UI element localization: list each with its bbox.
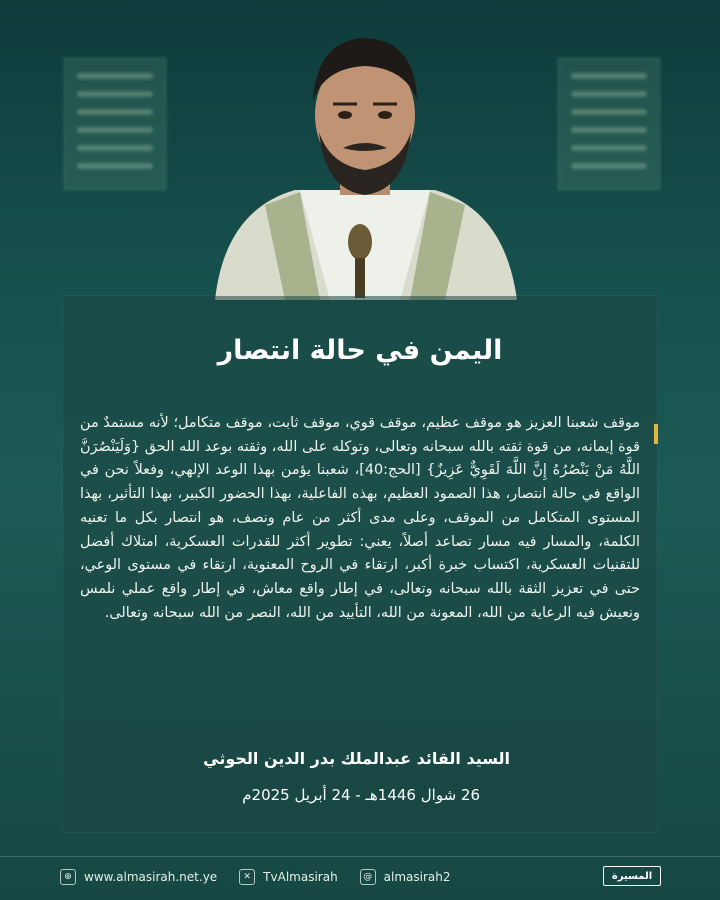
almasirah-logo: المسيرة: [603, 866, 661, 886]
speaker-portrait: [205, 20, 525, 300]
x-icon: ✕: [239, 869, 255, 885]
quote-body: موقف شعبنا العزيز هو موقف عظيم، موقف قوي، موقف ثابت، موقف متكامل؛ لأنه مستمدٌ من قوة إيمانه، من قوة ثقته بالله سبحانه وتعالى، وتوكله على الله، وثقته بوعد الله الحق {وَلَيَنْصُرَنَّ اللَّهُ مَنْ يَنْصُرُهُ إِنَّ اللَّهَ لَقَوِيٌّ عَزِيزٌ} [الحج:40]، شعبنا يؤمن بهذا الوعد الإلهي، وفعلاً نحن في الواقع في حالة انتصار، هذا الصمود العظيم، بهذه الفاعلية، بهذا الحضور الكبير، بهذا التأثير، بهذا المستوى المتكامل من الموقف، وعلى مدى أكثر من عام ونصف، هو انتصار بكل ما تعنيه الكلمة، والمسار فيه مسار تصاعد أصلاً، يعني: تطوير أكثر للقدرات العسكرية، امتلاك أفضل للتقنيات العسكرية، اكتساب خبرة أكبر، ارتقاء في الروح المعنوية، ارتقاء في مستوى الوعي، حتى في تعزيز الثقة بالله سبحانه وتعالى، في إطار واقع معاش، في إطار واقع عملي نلمس ونعيش فيه الرعاية من الله، المعونة من الله، التأييد من الله، النصر من الله سبحانه وتعالى.: [80, 415, 640, 621]
page-title: اليمن في حالة انتصار: [217, 335, 503, 366]
footer-divider: [0, 856, 720, 857]
background-banner-left: [64, 58, 166, 190]
publish-date: 26 شوال 1446هـ - 24 أبريل 2025م: [242, 786, 480, 804]
website-text: www.almasirah.net.ye: [84, 870, 218, 884]
x-handle-text: TvAlmasirah: [263, 870, 338, 884]
website-link[interactable]: [60, 869, 217, 885]
x-link[interactable]: [239, 869, 338, 885]
globe-icon: ⊕: [60, 869, 76, 885]
author-name: السيد القائد عبدالملك بدر الدين الحوثي: [203, 749, 510, 768]
accent-marker: [654, 424, 658, 444]
threads-handle-text: almasirah2: [383, 870, 451, 884]
footer-social-links: [60, 866, 473, 888]
threads-icon: @: [360, 869, 376, 885]
background-banner-right: [558, 58, 660, 190]
threads-link[interactable]: [360, 869, 451, 885]
